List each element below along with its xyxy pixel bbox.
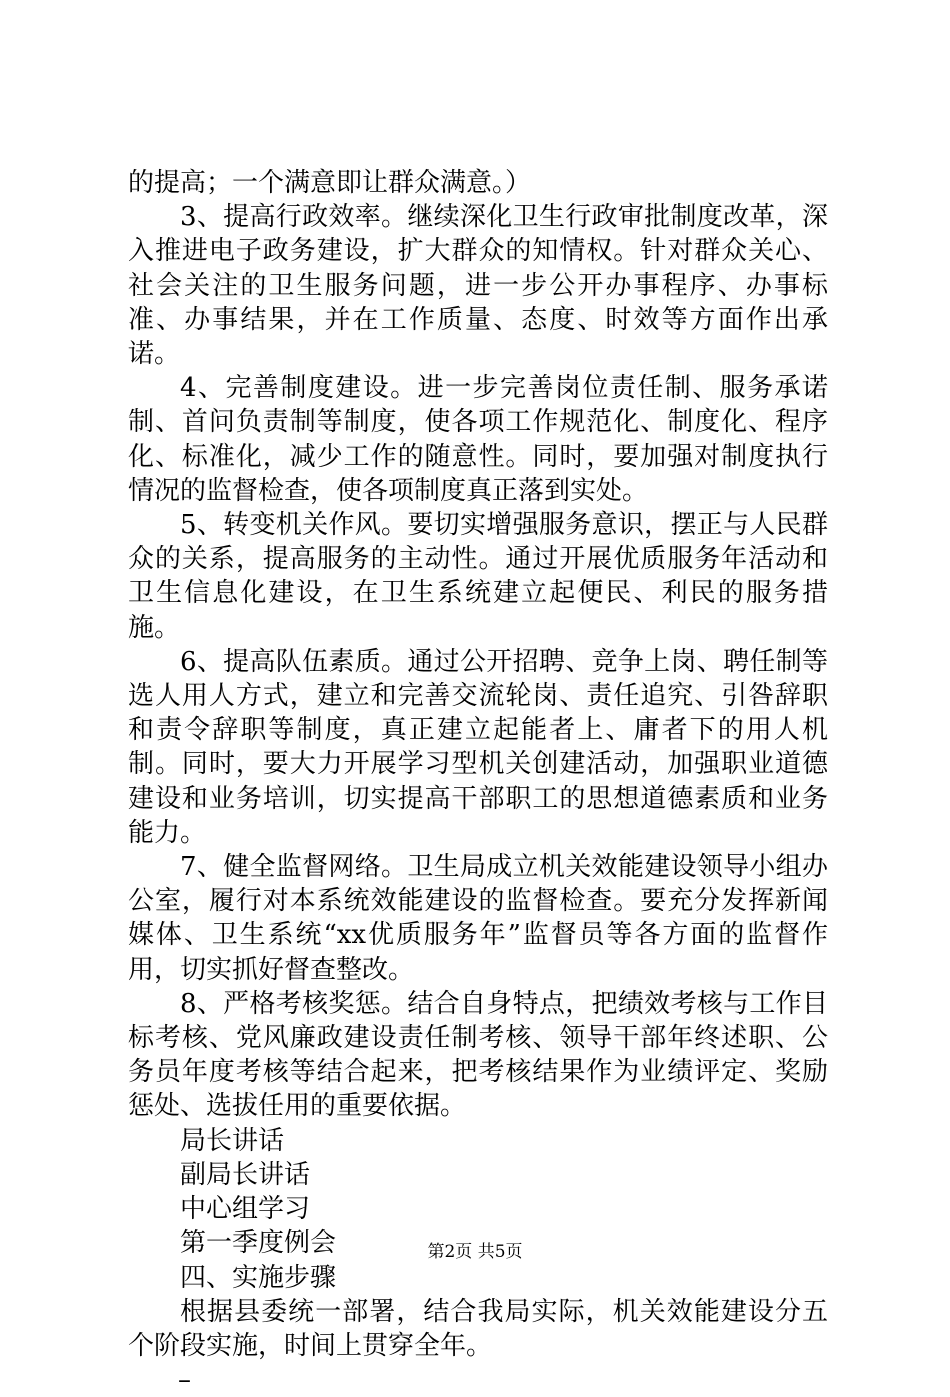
page-footer: 第2页 共5页: [427, 1242, 523, 1262]
dash-mark: –: [178, 1365, 191, 1396]
list-item-deputy-director-speech: 副局长讲话: [180, 1159, 311, 1190]
list-item-q1-meeting: 第一季度例会: [180, 1228, 337, 1259]
paragraph-item-4: 4、完善制度建设。进一步完善岗位责任制、服务承诺制、首问负责制等制度，使各项工作规范化、制度化、程序化、标准化，减少工作的随意性。同时，要加强对制度执行情况的监督检查，使各项制度真正落到实处。: [128, 373, 828, 506]
paragraph-closing: 根据县委统一部署，结合我局实际，机关效能建设分五个阶段实施，时间上贯穿全年。: [128, 1296, 828, 1361]
paragraph-item-7: 7、健全监督网络。卫生局成立机关效能建设领导小组办公室，履行对本系统效能建设的监督检查。要充分发挥新闻媒体、卫生系统“xx优质服务年”监督员等各方面的监督作用，切实抓好督查整改。: [128, 852, 828, 985]
paragraph-item-5: 5、转变机关作风。要切实增强服务意识，摆正与人民群众的关系，提高服务的主动性。通过开展优质服务年活动和卫生信息化建设，在卫生系统建立起便民、利民的服务措施。: [128, 510, 828, 643]
paragraph-item-6: 6、提高队伍素质。通过公开招聘、竞争上岗、聘任制等选人用人方式，建立和完善交流轮岗、责任追究、引咎辞职和责令辞职等制度，真正建立起能者上、庸者下的用人机制。同时，要大力开展学习型机关创建活动，加强职业道德建设和业务培训，切实提高干部职工的思想道德素质和业务能力。: [128, 646, 828, 848]
paragraph-continuation: 的提高；一个满意即让群众满意。）: [128, 168, 532, 198]
section-heading-implementation-steps: 四、实施步骤: [180, 1262, 337, 1293]
paragraph-item-8: 8、严格考核奖惩。结合自身特点，把绩效考核与工作目标考核、党风廉政建设责任制考核、领导干部年终述职、公务员年度考核等结合起来，把考核结果作为业绩评定、奖励惩处、选拔任用的重要依据。: [128, 988, 828, 1122]
list-item-director-speech: 局长讲话: [180, 1125, 285, 1156]
paragraph-item-3: 3、提高行政效率。继续深化卫生行政审批制度改革，深入推进电子政务建设，扩大群众的知情权。针对群众关心、社会关注的卫生服务问题，进一步公开办事程序、办事标准、办事结果，并在工作质量、态度、时效等方面作出承诺。: [128, 202, 828, 370]
list-item-central-group-study: 中心组学习: [180, 1194, 311, 1225]
document-body: [128, 166, 828, 1397]
